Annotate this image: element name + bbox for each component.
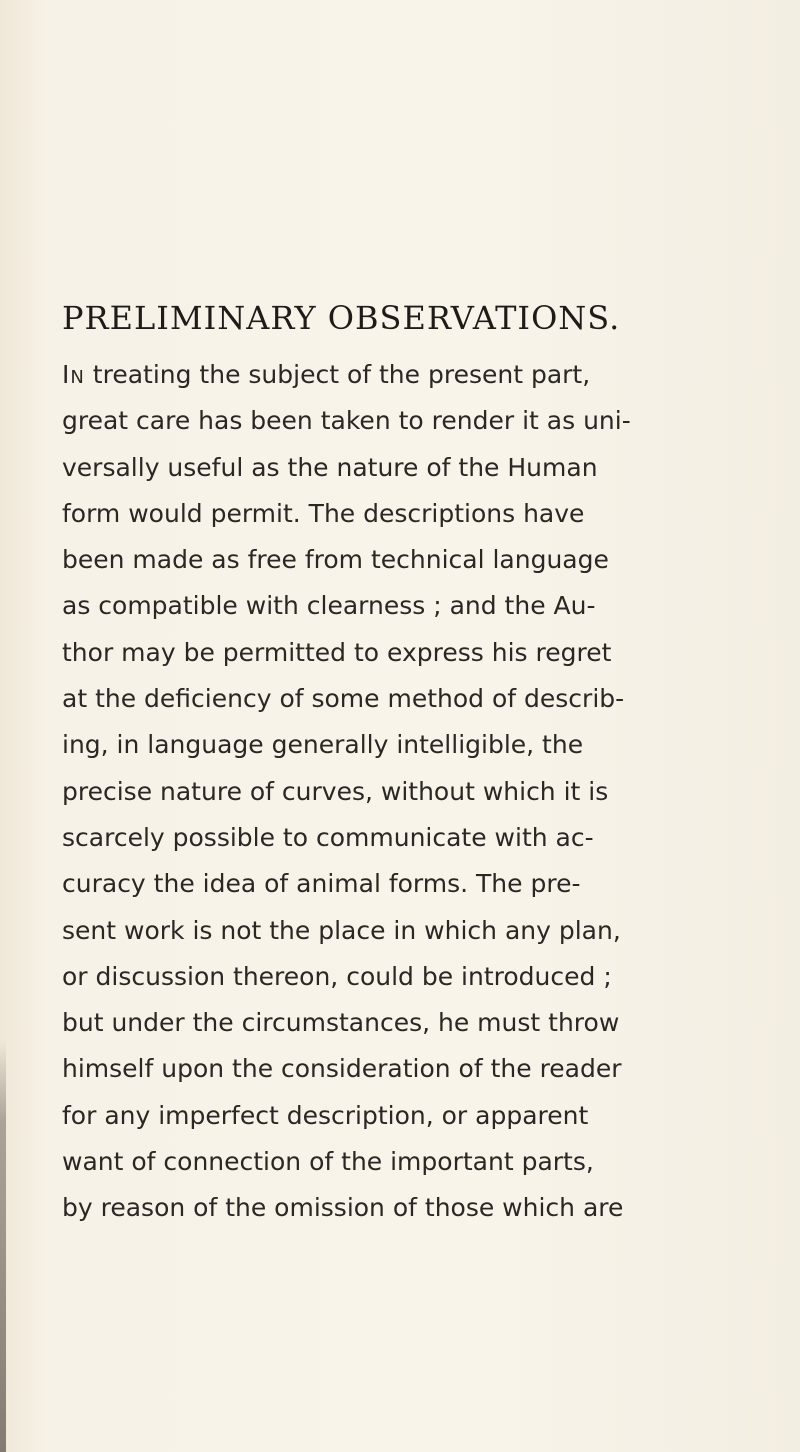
- text-line-11: scarcely possible to communicate with ac-: [62, 822, 594, 852]
- text-line-5: been made as free from technical language: [62, 545, 609, 575]
- text-line-13: sent work is not the place in which any plan,: [62, 915, 621, 945]
- text-line-14: or discussion thereon, could be introduced ;: [62, 961, 612, 991]
- text-line-15: but under the circumstances, he must throw: [62, 1008, 620, 1038]
- text-line-4: form would permit. The descriptions have: [62, 498, 585, 528]
- page-heading: PRELIMINARY OBSERVATIONS.: [62, 299, 621, 337]
- text-line-9: ing, in language generally intelligible, the: [62, 730, 584, 760]
- text-line-3: versally useful as the nature of the Human: [62, 452, 598, 482]
- text-line-8: at the deficiency of some method of describ-: [62, 684, 625, 714]
- text-line-18: want of connection of the important parts,: [62, 1147, 594, 1177]
- text-line-16: himself upon the consideration of the reader: [62, 1054, 622, 1084]
- text-line-7: thor may be permitted to express his regret: [62, 637, 612, 667]
- text-line-17: for any imperfect description, or apparent: [62, 1100, 589, 1130]
- first-line-text: treating the subject of the present part,: [84, 360, 591, 389]
- lead-word: In: [62, 360, 85, 389]
- page-edge-shadow: [0, 1040, 6, 1452]
- text-line-19: by reason of the omission of those which are: [62, 1193, 624, 1223]
- text-line-6: as compatible with clearness ; and the Au-: [62, 591, 596, 621]
- text-line-1: [62, 352, 752, 398]
- text-line-10: precise nature of curves, without which it is: [62, 776, 609, 806]
- text-line-12: curacy the idea of animal forms. The pre-: [62, 869, 581, 899]
- body-paragraph: [62, 352, 752, 1232]
- text-line-2: great care has been taken to render it as uni-: [62, 406, 631, 436]
